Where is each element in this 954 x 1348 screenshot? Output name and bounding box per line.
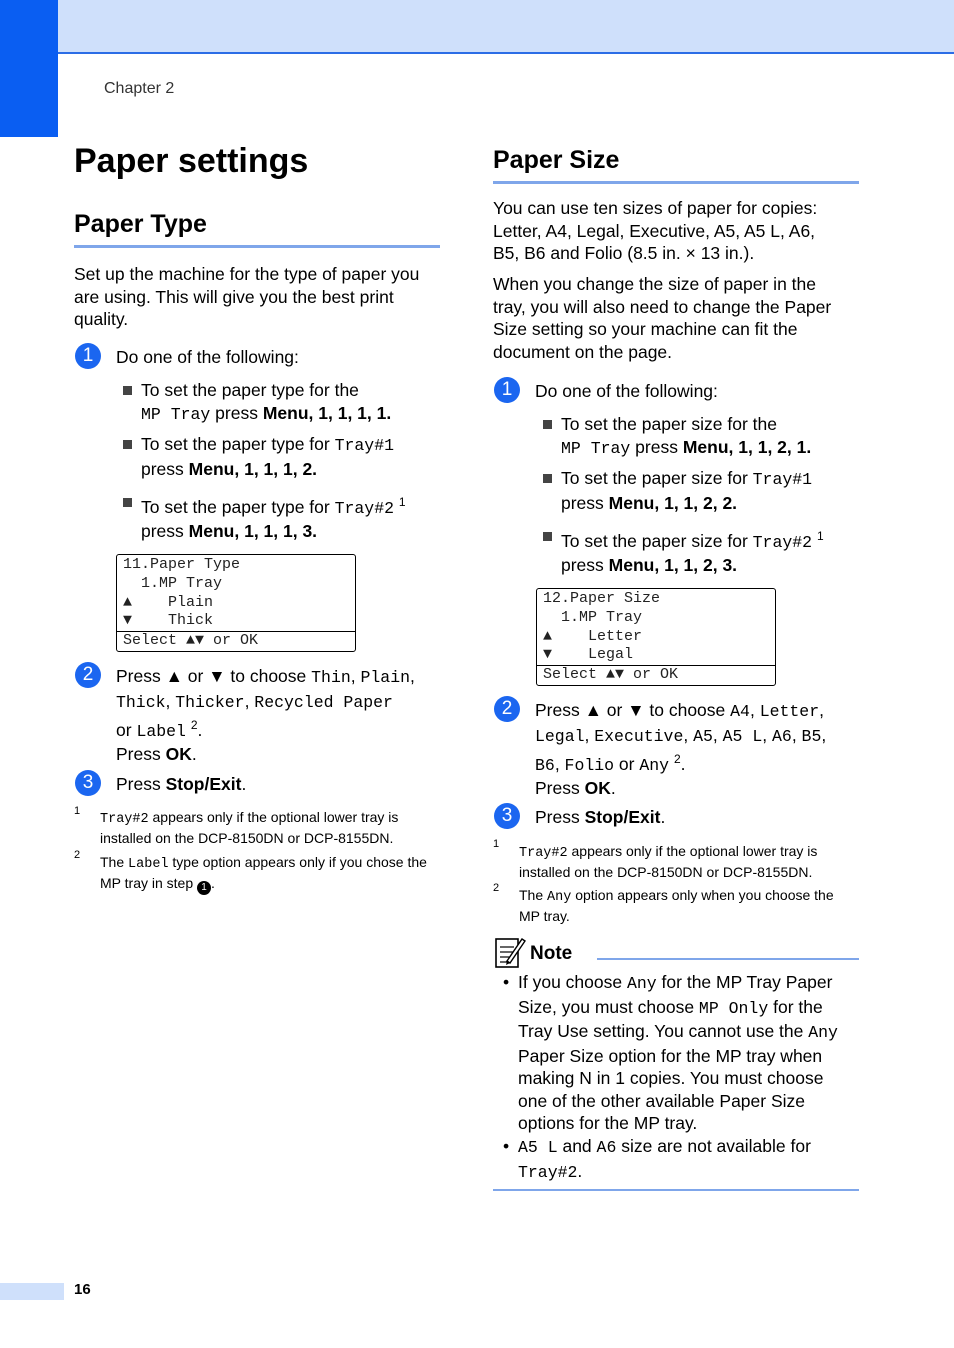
header-band <box>0 0 954 54</box>
footnote-number: 1 <box>493 838 500 850</box>
bullet-mp-tray: To set the paper size for the MP Tray press Menu, 1, 1, 2, 1. <box>561 413 811 460</box>
footnote-1: Tray#2 appears only if the optional lower tray is installed on the DCP-8150DN or DCP-8155DN. <box>100 809 399 846</box>
step-number-badge: 2 <box>75 662 101 688</box>
footnote-2: The Label type option appears only if you chose the MP tray in step 1 . <box>100 854 427 893</box>
chapter-label: Chapter 2 <box>104 80 175 97</box>
bullet-tray2: To set the paper size for Tray#2 $^1$ press Menu, 1, 1, 2, 3. <box>561 525 824 577</box>
section-title-paper-type: Paper Type <box>74 210 207 238</box>
bullet-tray1: To set the paper size for Tray#1 press Menu, 1, 1, 2, 2. <box>561 467 812 514</box>
bullet-square-icon <box>543 420 552 429</box>
step-number-badge: 2 <box>494 696 520 722</box>
note-item-1: • If you choose Any for the MP Tray Paper Size, you must choose MP Only for the Tray Use setting. You cannot use the Any Paper Size option for the MP tray when making N in 1 copies. You must choose one of the other available Paper Size options for the MP tray. <box>503 972 838 1133</box>
footer-band <box>0 1283 64 1300</box>
lcd-display-paper-size: 12.Paper Size 1.MP Tray ▲ Letter ▼ Legal Select ▲▼ or OK <box>536 588 776 686</box>
chapter-tab-marker <box>0 0 58 137</box>
section-rule <box>493 181 859 184</box>
step-ref-icon: 1 <box>197 881 211 895</box>
footnote-number: 2 <box>74 849 81 861</box>
step-number-badge: 1 <box>494 377 520 403</box>
section-rule <box>74 245 440 248</box>
lcd-display-paper-type: 11.Paper Type 1.MP Tray ▲ Plain ▼ Thick Select ▲▼ or OK <box>116 554 356 652</box>
paper-size-explanation: When you change the size of paper in the tray, you will also need to change the Paper Size setting so your machine can fit the document on the page. <box>493 274 832 362</box>
bullet-square-icon <box>123 386 132 395</box>
footnote-1: Tray#2 appears only if the optional lower tray is installed on the DCP-8150DN or DCP-8155DN. <box>519 843 818 880</box>
note-pad-icon <box>494 935 526 969</box>
page-number: 16 <box>74 1281 91 1298</box>
bullet-mp-tray: To set the paper type for the MP Tray press Menu, 1, 1, 1, 1. <box>141 379 391 426</box>
section-title-paper-size: Paper Size <box>493 146 620 174</box>
footnote-number: 2 <box>493 882 500 894</box>
note-rule <box>597 958 859 960</box>
note-bottom-rule <box>493 1189 859 1191</box>
bullet-square-icon <box>123 440 132 449</box>
step-number-badge: 1 <box>75 343 101 369</box>
page-title: Paper settings <box>74 142 309 180</box>
footnote-number: 1 <box>74 805 81 817</box>
bullet-tray2: To set the paper type for Tray#2 $^1$ press Menu, 1, 1, 1, 3. <box>141 491 406 543</box>
footnote-2: The Any option appears only when you choose the MP tray. <box>519 887 834 924</box>
bullet-dot-icon: • <box>503 972 510 992</box>
paper-type-intro: Set up the machine for the type of paper you are using. This will give you the best print quality. <box>74 264 420 329</box>
bullet-dot-icon: • <box>503 1136 510 1156</box>
step-number-badge: 3 <box>494 803 520 829</box>
bullet-square-icon <box>543 474 552 483</box>
note-title: Note <box>530 943 573 964</box>
paper-size-intro: You can use ten sizes of paper for copies: Letter, A4, Legal, Executive, A5, A5 L, A6, B5, B6 and Folio (8.5 in. × 13 in.). <box>493 198 818 263</box>
bullet-tray1: To set the paper type for Tray#1 press Menu, 1, 1, 1, 2. <box>141 433 394 480</box>
bullet-square-icon <box>543 532 552 541</box>
bullet-square-icon <box>123 498 132 507</box>
step-number-badge: 3 <box>75 770 101 796</box>
note-item-2: • A5 L and A6 size are not available for Tray#2. <box>503 1136 811 1182</box>
